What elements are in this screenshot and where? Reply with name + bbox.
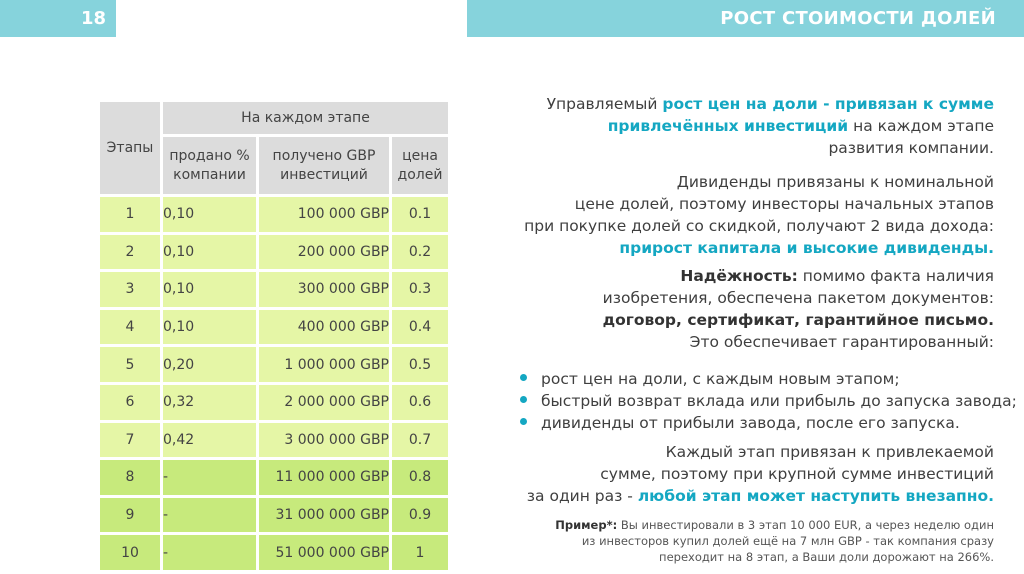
header-stage: Этапы	[100, 102, 160, 194]
paragraph-growth: Управляемый рост цен на доли - привязан к сумме привлечённых инвестиций на каждом этапе развития компании.	[546, 95, 994, 157]
table-row	[100, 347, 448, 382]
received-cell: 400 000 GBP	[259, 310, 389, 345]
price-cell: 0.8	[392, 460, 448, 495]
bullet-icon	[520, 418, 527, 425]
bullet-icon	[520, 374, 527, 381]
received-cell: 3 000 000 GBP	[259, 423, 389, 458]
stage-cell: 2	[100, 235, 160, 270]
sold-cell: -	[163, 535, 256, 570]
received-cell: 300 000 GBP	[259, 272, 389, 307]
sold-cell: -	[163, 460, 256, 495]
list-item: дивиденды от прибыли завода, после его запуска.	[520, 412, 1017, 434]
received-cell: 2 000 000 GBP	[259, 385, 389, 420]
table-row	[100, 310, 448, 345]
header-group: На каждом этапе	[163, 102, 448, 134]
table-row	[100, 235, 448, 270]
guarantee-list	[520, 368, 1017, 434]
header-received: получено GBP инвестиций	[259, 137, 389, 194]
paragraph-reliability: Надёжность: помимо факта наличия изобретения, обеспечена пакетом документов: договор, сертификат, гарантийное письмо. Это обеспечивает гарантированный:	[602, 267, 994, 351]
stage-cell: 3	[100, 272, 160, 307]
table-row	[100, 423, 448, 458]
header-sold: продано % компании	[163, 137, 256, 194]
stage-cell: 10	[100, 535, 160, 570]
stage-cell: 9	[100, 498, 160, 533]
sold-cell: 0,32	[163, 385, 256, 420]
sold-cell: 0,20	[163, 347, 256, 382]
header-price: цена долей	[392, 137, 448, 194]
table-row	[100, 460, 448, 495]
received-cell: 11 000 000 GBP	[259, 460, 389, 495]
stage-cell: 4	[100, 310, 160, 345]
received-cell: 100 000 GBP	[259, 197, 389, 232]
table-row	[100, 197, 448, 232]
list-item: быстрый возврат вклада или прибыль до запуска завода;	[520, 390, 1017, 412]
received-cell: 1 000 000 GBP	[259, 347, 389, 382]
received-cell: 51 000 000 GBP	[259, 535, 389, 570]
sold-cell: 0,10	[163, 272, 256, 307]
stage-cell: 7	[100, 423, 160, 458]
received-cell: 31 000 000 GBP	[259, 498, 389, 533]
price-cell: 0.5	[392, 347, 448, 382]
paragraph-stages: Каждый этап привязан к привлекаемой сумме, поэтому при крупной сумме инвестиций за один раз - любой этап может наступить внезапно.	[526, 443, 994, 505]
sold-cell: -	[163, 498, 256, 533]
example-note: Пример*: Вы инвестировали в 3 этап 10 000 EUR, а через неделю один из инвесторов купил долей ещё на 7 млн GBP - так компания сразу переходит на 8 этап, а Ваши доли дорожают на 266%.	[555, 518, 994, 564]
sold-cell: 0,10	[163, 235, 256, 270]
price-cell: 1	[392, 535, 448, 570]
table-row	[100, 535, 448, 570]
stage-cell: 1	[100, 197, 160, 232]
stage-cell: 5	[100, 347, 160, 382]
received-cell: 200 000 GBP	[259, 235, 389, 270]
price-cell: 0.6	[392, 385, 448, 420]
page-title: РОСТ СТОИМОСТИ ДОЛЕЙ	[467, 0, 1024, 37]
stage-cell: 8	[100, 460, 160, 495]
stage-cell: 6	[100, 385, 160, 420]
table-row	[100, 272, 448, 307]
table-row	[100, 498, 448, 533]
page-number: 18	[0, 0, 116, 37]
sold-cell: 0,10	[163, 310, 256, 345]
table-row	[100, 385, 448, 420]
price-cell: 0.9	[392, 498, 448, 533]
sold-cell: 0,10	[163, 197, 256, 232]
stages-table	[97, 99, 451, 573]
list-item: рост цен на доли, с каждым новым этапом;	[520, 368, 1017, 390]
paragraph-dividends: Дивиденды привязаны к номинальной цене долей, поэтому инвесторы начальных этапов при покупке долей со скидкой, получают 2 вида дохода: прирост капитала и высокие дивиденды.	[524, 173, 994, 257]
sold-cell: 0,42	[163, 423, 256, 458]
price-cell: 0.2	[392, 235, 448, 270]
price-cell: 0.1	[392, 197, 448, 232]
bullet-icon	[520, 396, 527, 403]
price-cell: 0.4	[392, 310, 448, 345]
price-cell: 0.3	[392, 272, 448, 307]
price-cell: 0.7	[392, 423, 448, 458]
